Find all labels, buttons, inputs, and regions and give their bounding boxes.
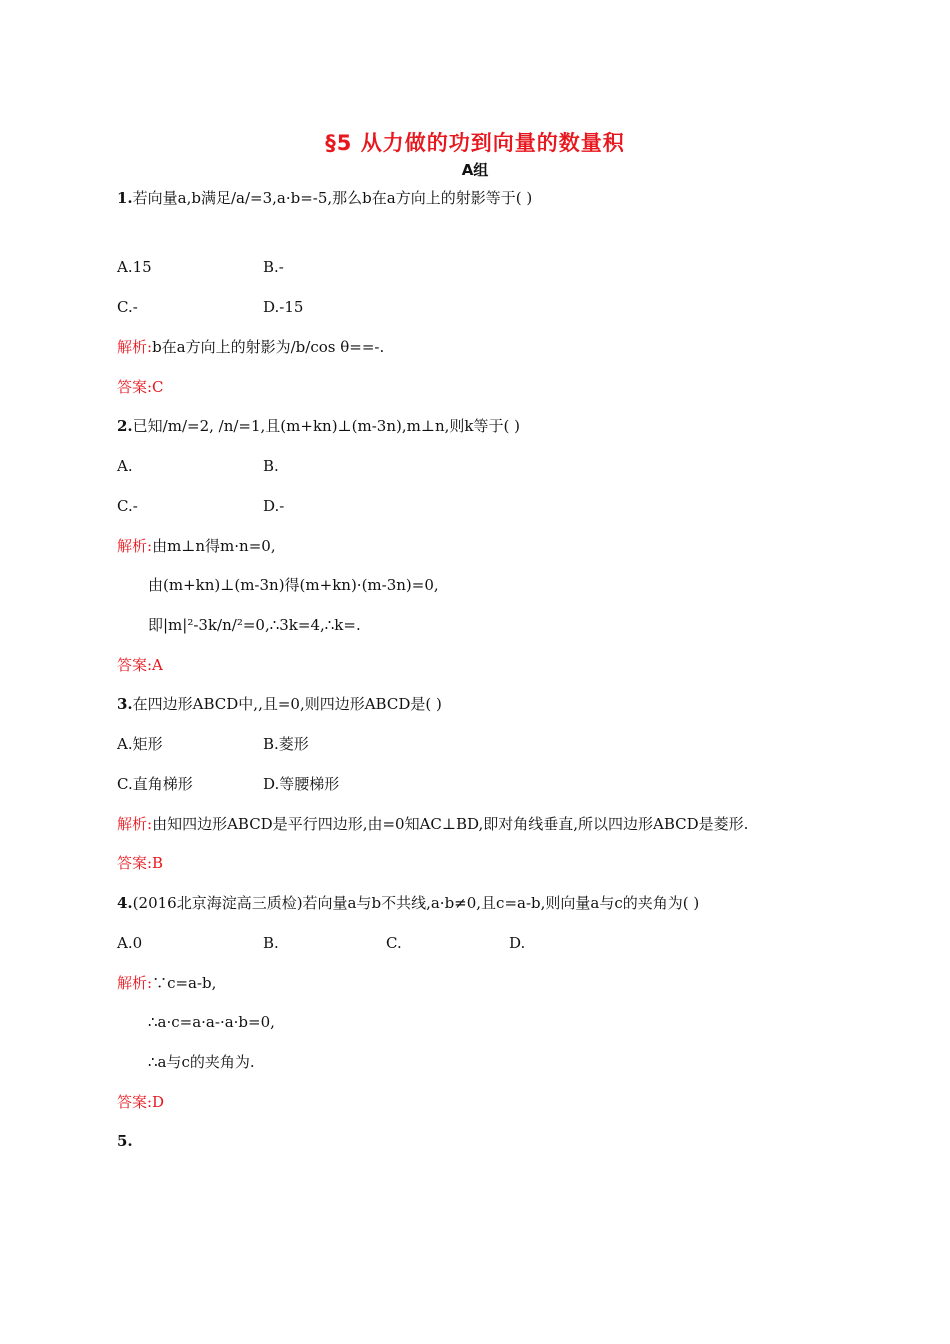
analysis-label: 解析: xyxy=(117,537,153,555)
answer-4 xyxy=(117,1092,164,1112)
analysis-4-line-3: ∴a与c的夹角为. xyxy=(148,1053,255,1071)
option-d: D.等腰梯形 xyxy=(263,775,340,793)
option-a: A.矩形 xyxy=(117,735,163,753)
analysis-4 xyxy=(117,973,216,993)
question-4 xyxy=(117,893,699,913)
question-stem: 在四边形ABCD中,,且=0,则四边形ABCD是( ) xyxy=(132,695,442,713)
option-c: C.- xyxy=(117,298,138,316)
option-b: B. xyxy=(263,457,279,475)
analysis-label: 解析: xyxy=(117,338,153,356)
analysis-2-line-2: 由(m+kn)⊥(m-3n)得(m+kn)·(m-3n)=0, xyxy=(148,576,439,594)
question-3 xyxy=(117,694,442,714)
analysis-1 xyxy=(117,337,384,357)
option-d: D. xyxy=(509,934,526,952)
option-d: D.-15 xyxy=(263,298,304,316)
analysis-text: b在a方向上的射影为/b/cos θ==-. xyxy=(152,338,385,356)
option-d: D.- xyxy=(263,497,285,515)
analysis-text: 由m⊥n得m·n=0, xyxy=(152,537,276,555)
question-number: 1. xyxy=(117,189,133,207)
analysis-3 xyxy=(117,814,748,834)
analysis-label: 解析: xyxy=(117,974,153,992)
answer-1 xyxy=(117,377,164,397)
option-b: B. xyxy=(263,934,279,952)
question-number: 2. xyxy=(117,417,133,435)
option-c: C.直角梯形 xyxy=(117,775,193,793)
option-c: C.- xyxy=(117,497,138,515)
answer-text: 答案:A xyxy=(117,656,163,674)
question-2 xyxy=(117,416,520,436)
analysis-2 xyxy=(117,536,276,556)
question-number: 5. xyxy=(117,1132,133,1150)
analysis-label: 解析: xyxy=(117,815,153,833)
answer-text: 答案:C xyxy=(117,378,164,396)
option-a: A.0 xyxy=(117,934,143,952)
analysis-4-line-2: ∴a·c=a·a-·a·b=0, xyxy=(148,1013,275,1031)
option-b: B.菱形 xyxy=(263,735,309,753)
answer-text: 答案:D xyxy=(117,1093,165,1111)
analysis-2-line-3: 即|m|²-3k/n/²=0,∴3k=4,∴k=. xyxy=(148,616,361,634)
question-stem: (2016北京海淀高三质检)若向量a与b不共线,a·b≠0,且c=a-b,则向量a与c的夹角为( ) xyxy=(132,894,700,912)
question-1 xyxy=(117,188,532,208)
question-stem: 已知/m/=2, /n/=1,且(m+kn)⊥(m-3n),m⊥n,则k等于( ) xyxy=(132,417,520,435)
question-number: 4. xyxy=(117,894,133,912)
answer-text: 答案:B xyxy=(117,854,164,872)
option-a: A. xyxy=(117,457,133,475)
group-label: A组 xyxy=(461,161,489,179)
analysis-text: ∵c=a-b, xyxy=(152,974,217,992)
question-stem: 若向量a,b满足/a/=3,a·b=-5,那么b在a方向上的射影等于( ) xyxy=(132,189,533,207)
answer-2 xyxy=(117,655,163,675)
question-5 xyxy=(117,1131,133,1151)
analysis-text: 由知四边形ABCD是平行四边形,由=0知AC⊥BD,即对角线垂直,所以四边形ABCD是菱形. xyxy=(152,815,749,833)
question-number: 3. xyxy=(117,695,133,713)
option-b: B.- xyxy=(263,258,284,276)
option-a: A.15 xyxy=(117,258,152,276)
option-c: C. xyxy=(386,934,402,952)
answer-3 xyxy=(117,853,163,873)
section-title: §5 从力做的功到向量的数量积 xyxy=(325,131,625,155)
